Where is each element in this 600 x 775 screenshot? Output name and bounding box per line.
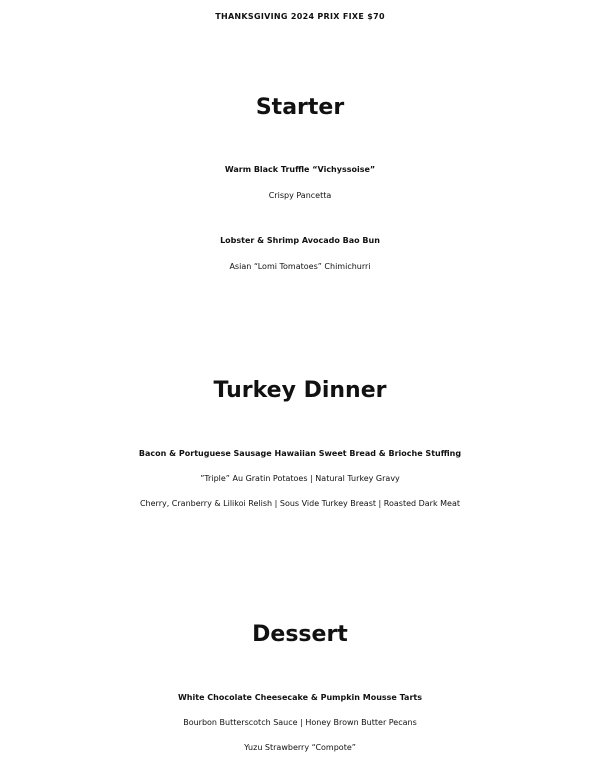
dish-desc-vichyssoise: Crispy Pancetta — [268, 191, 332, 200]
section-heading-starter: Starter — [255, 95, 345, 120]
dish-name-bao-bun: Lobster & Shrimp Avocado Bao Bun — [220, 236, 380, 245]
dish-desc-bao-bun: Asian “Lomi Tomatoes” Chimichurri — [229, 262, 371, 271]
section-heading-dessert: Dessert — [252, 622, 348, 647]
dish-desc-dessert-line-2: Yuzu Strawberry “Compote” — [244, 743, 356, 752]
dish-desc-turkey-line-2: Cherry, Cranberry & Lilikoi Relish | Sous Vide Turkey Breast | Roasted Dark Meat — [139, 499, 461, 508]
dish-name-stuffing: Bacon & Portuguese Sausage Hawaiian Sweet Bread & Brioche Stuffing — [138, 449, 462, 458]
section-heading-turkey-dinner: Turkey Dinner — [213, 378, 387, 403]
dish-desc-turkey-line-1: ”Triple” Au Gratin Potatoes | Natural Turkey Gravy — [200, 474, 400, 483]
dish-name-vichyssoise: Warm Black Truffle “Vichyssoise” — [224, 165, 376, 174]
dish-desc-dessert-line-1: Bourbon Butterscotch Sauce | Honey Brown Butter Pecans — [183, 718, 417, 727]
dish-name-tarts: White Chocolate Cheesecake & Pumpkin Mousse Tarts — [177, 693, 422, 702]
menu-title: THANKSGIVING 2024 PRIX FIXE $70 — [215, 12, 385, 21]
